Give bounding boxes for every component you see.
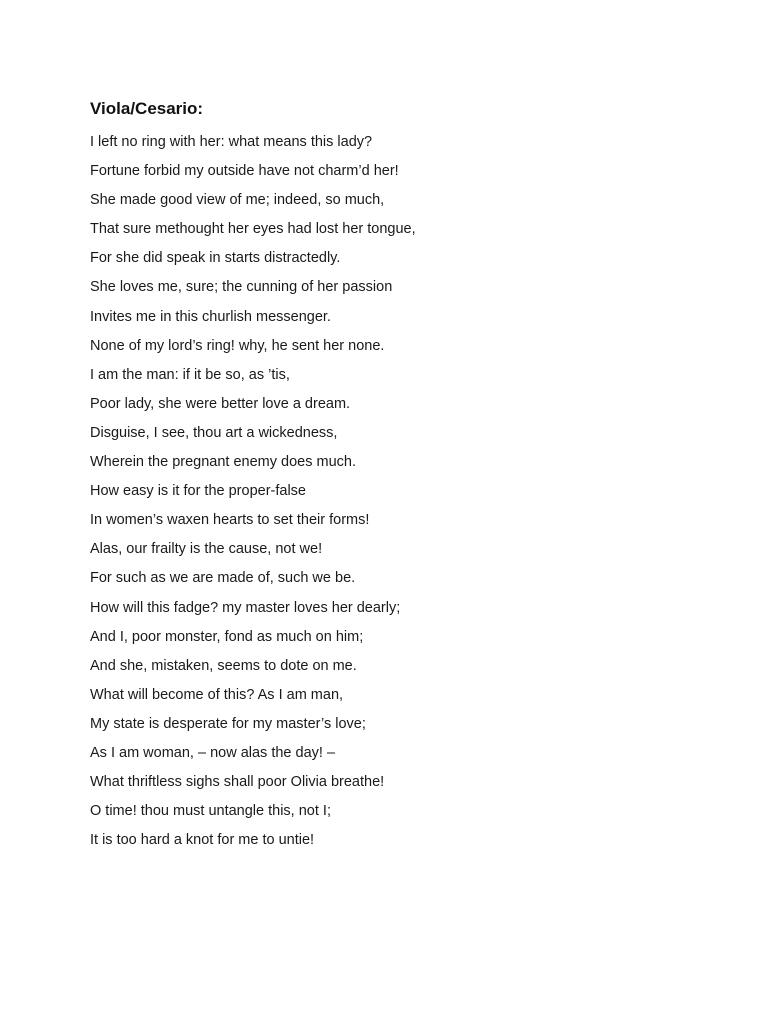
verse-line: What will become of this? As I am man, [90,686,344,703]
verse-line: That sure methought her eyes had lost her tongue, [90,221,416,238]
verse-line: For such as we are made of, such we be. [90,570,356,587]
verse-lines [90,128,416,855]
verse-line: I left no ring with her: what means this lady? [90,134,373,150]
verse-line: She made good view of me; indeed, so much, [90,192,385,209]
verse-line: She loves me, sure; the cunning of her passion [90,279,393,296]
verse-line: What thriftless sighs shall poor Olivia breathe! [90,774,385,791]
verse-line: Fortune forbid my outside have not charm’d her! [90,163,399,180]
verse-line: As I am woman, – now alas the day! – [90,744,336,761]
speaker-heading: Viola/Cesario: [90,99,204,118]
verse-line: How will this fadge? my master loves her dearly; [90,599,401,616]
verse-line: Invites me in this churlish messenger. [90,308,331,325]
verse-line: Disguise, I see, thou art a wickedness, [90,424,338,441]
verse-line: For she did speak in starts distractedly. [90,250,341,267]
verse-line: And she, mistaken, seems to dote on me. [90,657,357,674]
verse-line: O time! thou must untangle this, not I; [90,803,331,820]
verse-line: In women’s waxen hearts to set their forms! [90,512,370,529]
verse-line: My state is desperate for my master’s love; [90,715,366,732]
verse-line: None of my lord’s ring! why, he sent her none. [90,337,385,354]
verse-line: Alas, our frailty is the cause, not we! [90,541,323,558]
verse-line: Poor lady, she were better love a dream. [90,395,351,412]
verse-line: I am the man: if it be so, as ’tis, [90,366,290,383]
verse-line: Wherein the pregnant enemy does much. [90,454,356,471]
verse-line: How easy is it for the proper-false [90,483,306,500]
verse-line: And I, poor monster, fond as much on him; [90,628,364,645]
verse-line: It is too hard a knot for me to untie! [90,832,315,849]
